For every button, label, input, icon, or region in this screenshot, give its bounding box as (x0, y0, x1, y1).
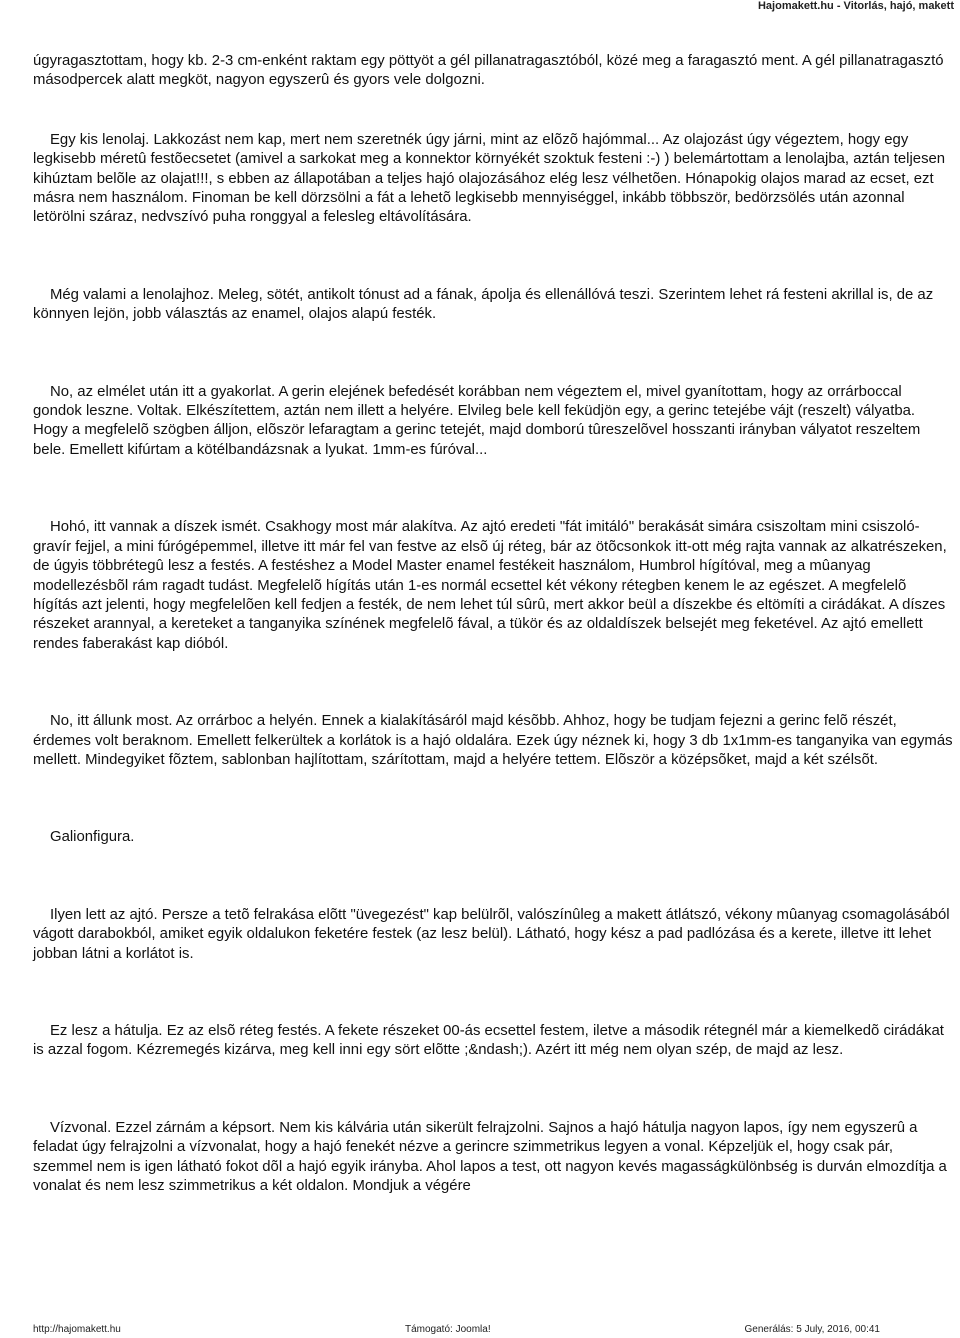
paragraph-text: Galionfigura. (50, 829, 135, 846)
paragraph-door (33, 906, 953, 964)
paragraph-linseed-more (33, 286, 953, 325)
paragraph-text: Egy kis lenolaj. Lakkozást nem kap, mert nem szeretnék úgy járni, mint az elõzõ hajómmal... Az olajozást úgy végeztem, hogy egy legkisebb méretû festõecsetet (amivel a sarkokat meg a konnektor környékét szoktuk festeni :-) ) belemártottam a lenolajba, aztán teljesen kihúztam belõle az olajat!!!, s ebben az állapotában a teljes hajó olajozásához elég lesz vélhetõen. Hónapokig olajos marad az ecset, ezt másra nem használom. Finoman be kell dörzsölni a fát a lehetõ legkisebb mennyiséggel, inkább többször, bedörzsölés után azonnal letörölni száraz, nedvszívó puha ronggyal a felesleg eltávolítására. (33, 131, 946, 226)
footer-powered-by: Támogató: Joomla! (405, 1324, 491, 1335)
paragraph-practice (33, 383, 953, 461)
paragraph-text: Vízvonal. Ezzel zárnám a képsort. Nem kis kálvária után sikerült felrajzolni. Sajnos a hajó hátulja nagyon lapos, így nem egyszerû a feladat úgy felrajzolni a vízvonalat, hogy a hajó fenekét nézve a gerincre szimmetrikus legyen a vonal. Képzeljük el, hogy csak pár, szemmel nem is igen látható fokot dõl a hajó egyik irányba. Ahol lapos a test, ott nagyon kevés magasságkülönbség is durván elmozdítja a vonalat és nem lesz szimmetrikus a két oldalon. Mondjuk a végére (33, 1119, 947, 1194)
article-body (33, 52, 953, 1196)
paragraph-text: No, az elmélet után itt a gyakorlat. A gerin elejének befedését korábban nem végeztem el, mivel gyanítottam, hogy az orrárboccal gondok leszne. Voltak. Elkészítettem, aztán nem illett a helyére. Elvileg bele kell feküdjön egy, a gerinc tetejébe vájt (reszelt) vályatba. Hogy a megfelelõ szögben álljon, elõször lefaragtam a gerinc tetejét, majd domború tûreszelõvel hosszanti irányban vályatot reszeltem bele. Emellett kifúrtam a kötélbandázsnak a lyukat. 1mm-es fúróval... (33, 383, 921, 458)
footer-generated-date: Generálás: 5 July, 2016, 00:41 (744, 1324, 880, 1335)
paragraph-glue: úgyragasztottam, hogy kb. 2-3 cm-enként raktam egy pöttyöt a gél pillanatragasztóból, közé meg a faragasztó ment. A gél pillanatragasztó másodpercek alatt megköt, nagyon egyszerû és gyors vele dolgozni. (33, 53, 944, 89)
paragraph-bowsprit (33, 712, 953, 770)
paragraph-figurehead (33, 828, 953, 847)
footer-url-link[interactable]: http://hajomakett.hu (33, 1324, 121, 1335)
paragraph-text: Hohó, itt vannak a díszek ismét. Csakhogy most már alakítva. Az ajtó eredeti "fát imitáló" berakását simára csiszoltam mini csiszoló-gravír fejjel, a mini fúrógépemmel, illetve itt már fel van festve az elsõ új réteg, bár az ötõcsonkok itt-ott még rajta vannak az alkatrészeken, de úgyis többrétegû lesz a festés. A festéshez a Model Master enamel festékeit használom, Humbrol hígítóval, meg a mûanyag modellezésbõl rám ragadt tudást. Megfelelõ hígítás után 1-es normál ecsettel két vékony rétegben kenem le az egészet. A megfelelõ hígítás azt jelenti, hogy megfelelõen kell fedjen a festék, de nem lehet túl sûrû, mert akkor beül a díszekbe és eltömíti a cirádákat. A díszes részeket arannyal, a kereteket a tanganyika színének megfelelõ fával, a tükör és az oldaldíszek belsejét meg feketével. Az ajtó emellett rendes faberakást kap dióból. (33, 519, 947, 652)
page-header: Hajomakett.hu - Vitorlás, hajó, makett (757, 0, 954, 12)
paragraph-ornaments (33, 518, 953, 654)
paragraph-text: No, itt állunk most. Az orrárboc a helyén. Ennek a kialakításáról majd késõbb. Ahhoz, hogy be tudjam fejezni a gerinc felõ részét, érdemes volt beraknom. Emellett felkerültek a korlátok is a hajó oldalára. Ezek úgy néznek ki, hogy 3 db 1x1mm-es tanganyika van egymás mellett. Mindegyiket fõztem, sablonban hajlítottam, szárítottam, majd a helyére tettem. Elõször a középsõket, majd a két szélsõt. (33, 713, 953, 768)
paragraph-linseed-oil (33, 131, 953, 228)
paragraph-stern (33, 1022, 953, 1061)
paragraph-text: Ez lesz a hátulja. Ez az elsõ réteg festés. A fekete részeket 00-ás ecsettel festem, iletve a második rétegnél már a kiemelkedõ cirádákat is azzal fogom. Kézremegés kizárva, meg kell inni egy sört elõtte ;&ndash;). Azért itt még nem olyan szép, de majd az lesz. (33, 1022, 944, 1059)
paragraph-text: Ilyen lett az ajtó. Persze a tetõ felrakása elõtt "üvegezést" kap belülrõl, valószínûleg a makett átlátszó, vékony mûanyag csomagolásából vágott darabokból, amiket egyik oldalukon feketére festek (az lesz belül). Látható, hogy kész a pad padlózása és a kerete, illetve itt lehet jobban látni a korlátot is. (33, 906, 950, 962)
page-footer (33, 1324, 880, 1336)
paragraph-text: Még valami a lenolajhoz. Meleg, sötét, antikolt tónust ad a fának, ápolja és ellenállóvá teszi. Szerintem lehet rá festeni akrillal is, de az könnyen lejön, jobb választás az enamel, olajos alapú festék. (33, 286, 934, 323)
paragraph-waterline (33, 1119, 953, 1197)
